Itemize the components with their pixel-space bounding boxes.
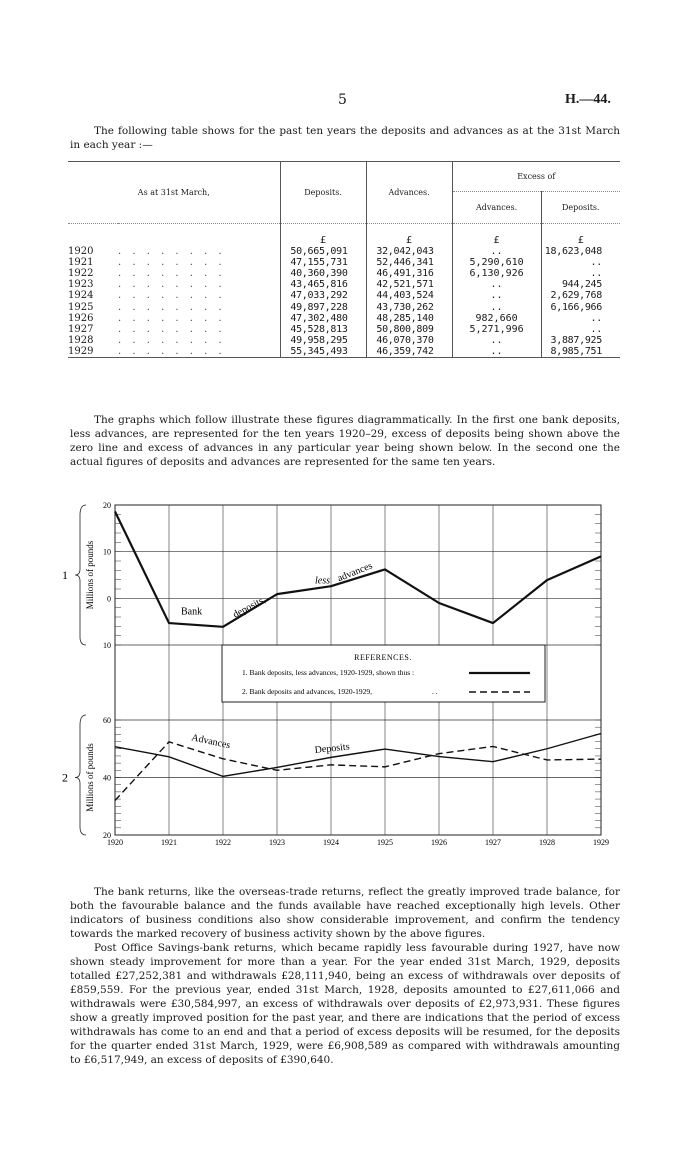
row-leader-dots: . . . . . . . . — [118, 313, 280, 324]
legend-item-1: 1. Bank deposits, less advances, 1920-1929, shown thus : — [242, 668, 415, 677]
header-excess-deposits: Deposits. — [561, 203, 600, 212]
row-excess-advances: .. — [452, 290, 541, 301]
row-year: 1929 — [68, 346, 94, 358]
row-excess-advances: 5,271,996 — [452, 324, 541, 335]
y-tick-label-panel-2: 40 — [103, 773, 111, 783]
annotation-deposits: deposits, — [231, 594, 268, 621]
y-tick-label-panel-1: 20 — [103, 501, 111, 510]
row-advances: 44,403,524 — [366, 290, 452, 301]
x-tick-label: 1927 — [485, 838, 501, 847]
y-tick-label-panel-1: 10 — [103, 641, 111, 650]
x-tick-label: 1928 — [539, 838, 555, 847]
row-leader-dots: . . . . . . . . — [118, 246, 280, 257]
currency-symbol: £ — [577, 234, 584, 246]
table-row — [68, 290, 620, 301]
row-excess-advances: .. — [452, 279, 541, 290]
currency-symbol: £ — [280, 224, 366, 246]
row-deposits: 49,958,295 — [280, 335, 366, 346]
row-excess-deposits: .. — [590, 323, 602, 335]
row-year: 1925 — [68, 301, 94, 313]
table-row — [68, 301, 620, 312]
row-advances: 46,070,370 — [366, 335, 452, 346]
y-tick-label-panel-2: 20 — [103, 831, 111, 840]
table-row — [68, 346, 620, 358]
closing-paragraph-2: Post Office Savings-bank returns, which became rapidly less favourable during 1927, have now shown steady improvement for more than a year. For the year ended 31st March, 1929, deposits totalled £27,252,381 and withdrawals £28,111,940, being an excess of withdrawals over deposits of £859,559. For the previous year, ended 31st March, 1928, deposits amounted to £27,611,066 and withdrawals were £30,584,997, an excess of withdrawals over deposits of £2,973,931. These figures show a greatly improved position for the past year, and there are indications that the period of excess withdrawals has come to an end and that a period of excess deposits will be resumed, for the deposits for the quarter ended 31st March, 1929, were £6,908,589 as compared with withdrawals amounting to £6,517,949, an excess of deposits of £390,640. — [70, 942, 620, 1066]
row-advances: 48,285,140 — [366, 313, 452, 324]
row-deposits: 45,528,813 — [280, 324, 366, 335]
row-deposits: 40,360,390 — [280, 268, 366, 279]
x-tick-label: 1922 — [215, 838, 231, 847]
legend-title: REFERENCES. — [354, 653, 412, 662]
row-leader-dots: . . . . . . . . — [118, 257, 280, 268]
row-excess-deposits: 944,245 — [561, 279, 602, 291]
header-excess-of: Excess of — [452, 162, 620, 192]
row-advances: 50,800,809 — [366, 324, 452, 335]
page-number: 5 — [338, 92, 347, 108]
row-excess-deposits: 6,166,966 — [550, 301, 602, 313]
row-excess-advances: 982,660 — [452, 313, 541, 324]
row-year: 1921 — [68, 256, 94, 268]
intro-paragraph: The following table shows for the past ten years the deposits and advances as at the 31st March in each year :— — [70, 125, 620, 151]
table-row — [68, 268, 620, 279]
closing-paragraph-1: The bank returns, like the overseas-trade returns, reflect the greatly improved trade balance, for both the favourable balance and the funds available have reached exceptionally high levels. Other indicators of business conditions also show considerable improvement, and confirm the tendency towards the marked recovery of business activity shown by the above figures. — [70, 886, 620, 940]
row-excess-advances: .. — [452, 246, 541, 257]
row-advances: 43,730,262 — [366, 301, 452, 312]
row-leader-dots: . . . . . . . . — [118, 335, 280, 346]
currency-symbol: £ — [452, 224, 541, 246]
currency-symbol: £ — [366, 224, 452, 246]
row-advances: 46,491,316 — [366, 268, 452, 279]
legend-item-2-dots: . . — [432, 687, 438, 696]
row-excess-deposits: 2,629,768 — [550, 290, 602, 302]
row-year: 1927 — [68, 323, 94, 335]
row-year: 1922 — [68, 267, 94, 279]
row-excess-advances: .. — [452, 301, 541, 312]
graph-description-paragraph: The graphs which follow illustrate these figures diagrammatically. In the first one bank deposits, less advances, are represented for the ten years 1920–29, excess of deposits being shown above the zero line and excess of advances in any particular year being shown below. In the second one the actual figures of deposits and advances are represented for the same ten years. — [70, 414, 620, 468]
y-tick-label-panel-2: 60 — [103, 716, 111, 725]
row-deposits: 55,345,493 — [280, 346, 366, 358]
row-leader-dots: . . . . . . . . — [118, 268, 280, 279]
x-tick-label: 1923 — [269, 838, 285, 847]
row-deposits: 49,897,228 — [280, 301, 366, 312]
row-leader-dots: . . . . . . . . — [118, 346, 280, 358]
table-row — [68, 246, 620, 257]
row-excess-deposits: 3,887,925 — [550, 335, 602, 347]
row-year: 1926 — [68, 312, 94, 324]
y-axis-label-panel-2: Millions of pounds — [85, 743, 95, 812]
annotation-advances-2: Advances — [190, 732, 232, 752]
table-row — [68, 324, 620, 335]
row-year: 1920 — [68, 245, 94, 257]
panel-2-label: 2 — [62, 770, 68, 785]
row-leader-dots: . . . . . . . . — [118, 279, 280, 290]
header-as-at: As at 31st March, — [68, 162, 280, 224]
row-excess-advances: 6,130,926 — [452, 268, 541, 279]
table-row — [68, 313, 620, 324]
deposits-advances-table — [68, 161, 620, 358]
row-advances: 52,446,341 — [366, 257, 452, 268]
row-excess-advances: .. — [452, 335, 541, 346]
row-deposits: 50,665,091 — [280, 246, 366, 257]
row-leader-dots: . . . . . . . . — [118, 290, 280, 301]
row-year: 1924 — [68, 290, 94, 302]
row-deposits: 47,155,731 — [280, 257, 366, 268]
y-axis-label-panel-1: Millions of pounds — [85, 540, 95, 610]
x-tick-label: 1924 — [323, 838, 339, 847]
row-advances: 42,521,571 — [366, 279, 452, 290]
row-deposits: 47,033,292 — [280, 290, 366, 301]
row-deposits: 47,302,480 — [280, 313, 366, 324]
y-tick-label-panel-1: 0 — [107, 594, 111, 604]
row-year: 1923 — [68, 279, 94, 291]
annotation-bank: Bank — [181, 606, 203, 618]
annotation-advances: advances — [336, 560, 375, 585]
row-deposits: 43,465,816 — [280, 279, 366, 290]
table-row — [68, 257, 620, 268]
row-year: 1928 — [68, 335, 94, 347]
row-excess-deposits: .. — [590, 267, 602, 279]
row-excess-deposits: 18,623,048 — [544, 245, 602, 257]
table-row — [68, 335, 620, 346]
document-reference: H.—44. — [565, 92, 611, 107]
row-advances: 46,359,742 — [366, 346, 452, 358]
row-advances: 32,042,043 — [366, 246, 452, 257]
x-tick-label: 1925 — [377, 838, 393, 847]
row-excess-deposits: .. — [590, 256, 602, 268]
header-excess-advances: Advances. — [452, 192, 541, 224]
y-tick-label-panel-1: 10 — [103, 547, 111, 557]
header-advances: Advances. — [366, 162, 452, 224]
row-leader-dots: . . . . . . . . — [118, 301, 280, 312]
header-deposits: Deposits. — [280, 162, 366, 224]
row-excess-deposits: 8,985,751 — [550, 346, 602, 358]
row-excess-deposits: .. — [590, 312, 602, 324]
row-leader-dots: . . . . . . . . — [118, 324, 280, 335]
x-tick-label: 1921 — [161, 838, 177, 847]
table-row — [68, 279, 620, 290]
row-excess-advances: 5,290,610 — [452, 257, 541, 268]
panel-1-label: 1 — [62, 568, 68, 582]
x-tick-label: 1920 — [107, 838, 123, 847]
x-tick-label: 1926 — [431, 838, 447, 847]
annotation-deposits-2: Deposits — [314, 741, 351, 757]
annotation-less: less — [315, 575, 330, 587]
legend-item-2: 2. Bank deposits and advances, 1920-1929, — [242, 687, 372, 696]
row-excess-advances: .. — [452, 346, 541, 358]
series-line-advances — [115, 742, 601, 801]
bank-deposits-chart — [50, 490, 630, 855]
x-tick-label: 1929 — [593, 838, 609, 847]
